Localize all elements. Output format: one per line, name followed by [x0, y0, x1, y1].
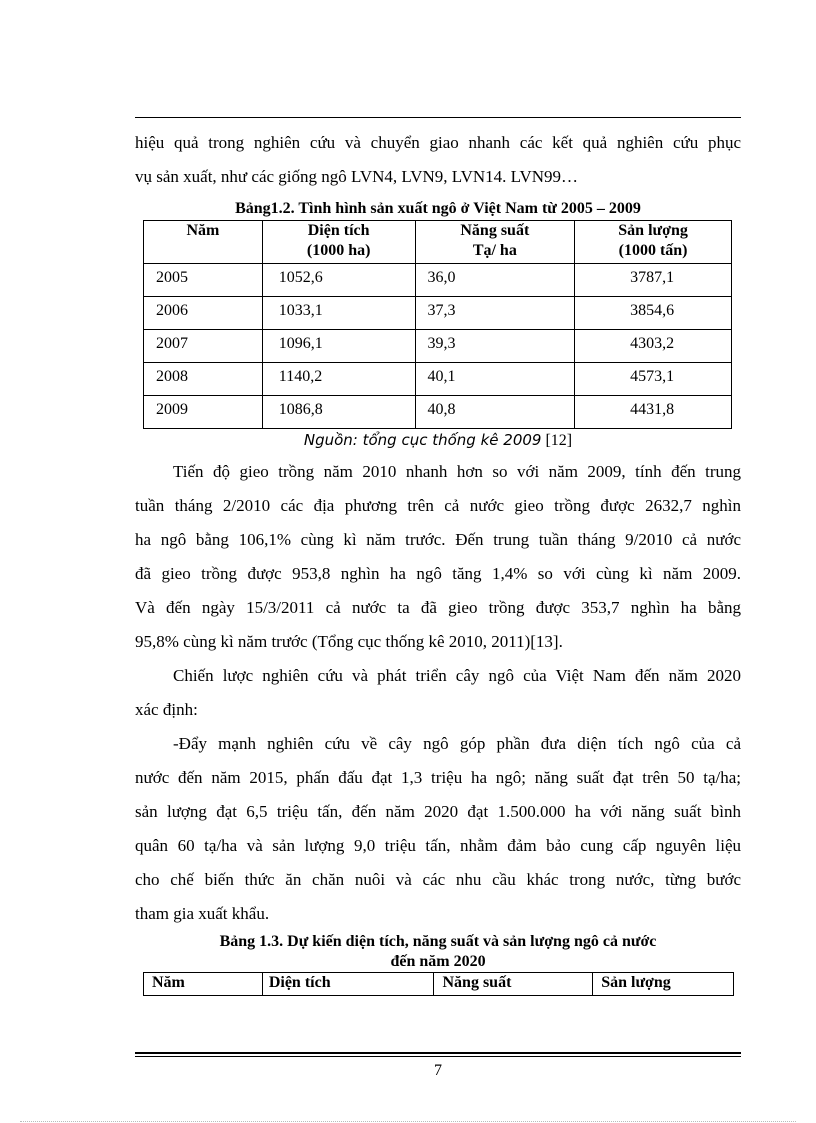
table-header-row — [144, 973, 734, 996]
source-ref: [12] — [541, 432, 573, 449]
table-cell: 2009 — [144, 396, 263, 429]
table-cell: 2007 — [144, 330, 263, 363]
table1-caption: Bảng1.2. Tình hình sản xuất ngô ở Việt Nam từ 2005 – 2009 — [235, 200, 641, 217]
table-cell: 2006 — [144, 297, 263, 330]
table-cell: 39,3 — [415, 330, 575, 363]
text-line: nước đến năm 2015, phấn đấu đạt 1,3 triệu ha ngô; năng suất đạt trên 50 tạ/ha; — [135, 768, 741, 787]
text-line: ha ngô bằng 106,1% cùng kì năm trước. Đến trung tuần tháng 9/2010 cả nước — [135, 530, 741, 549]
table-cell: 3854,6 — [575, 297, 732, 330]
header-rule — [135, 117, 741, 118]
table-cell: 1052,6 — [262, 264, 415, 297]
table-row — [144, 396, 732, 429]
table-cell: 2008 — [144, 363, 263, 396]
table-row — [144, 297, 732, 330]
table-header-cell: Năng suất — [434, 973, 593, 996]
table-header-cell: Năm — [144, 973, 263, 996]
text-line: tham gia xuất khẩu. — [135, 904, 270, 923]
paragraph-bullet — [135, 727, 741, 931]
table-cell: 1096,1 — [262, 330, 415, 363]
table-cell: 37,3 — [415, 297, 575, 330]
text-line: hiệu quả trong nghiên cứu và chuyển giao nhanh các kết quả nghiên cứu phục — [135, 133, 741, 152]
table2 — [143, 972, 734, 996]
footer-rule-thin — [135, 1056, 741, 1057]
table-header-cell: Diện tích — [262, 973, 434, 996]
table1-source — [135, 429, 741, 452]
source-italic: Nguồn: tổng cục thống kê 2009 — [303, 431, 542, 449]
table-row — [144, 363, 732, 396]
text-line: cho chế biến thức ăn chăn nuôi và các nhu cầu khác trong nước, từng bước — [135, 870, 741, 889]
text-line: sản lượng đạt 6,5 triệu tấn, đến năm 2020 đạt 1.500.000 ha với năng suất bình — [135, 802, 741, 821]
text-line: đã gieo trồng được 953,8 nghìn ha ngô tăng 1,4% so với cùng kì năm 2009. — [135, 564, 741, 583]
text-line: Và đến ngày 15/3/2011 cả nước ta đã gieo trồng được 353,7 nghìn ha bằng — [135, 598, 741, 617]
text-line: vụ sản xuất, như các giống ngô LVN4, LVN9, LVN14. LVN99… — [135, 167, 579, 186]
paragraph-top — [135, 126, 741, 194]
table-header-cell: Sản lượng — [593, 973, 734, 996]
table2-caption-line2: đến năm 2020 — [390, 953, 486, 970]
text-line: Chiến lược nghiên cứu và phát triển cây ngô của Việt Nam đến năm 2020 — [173, 666, 741, 685]
paragraph-strategy — [135, 659, 741, 727]
text-line: xác định: — [135, 700, 198, 719]
table-cell: 40,8 — [415, 396, 575, 429]
table-header-cell: Sản lượng (1000 tấn) — [575, 221, 732, 264]
table2-caption — [135, 932, 741, 972]
text-line: Tiến độ gieo trồng năm 2010 nhanh hơn so với năm 2009, tính đến trung — [173, 462, 741, 481]
table-header-cell: Năm — [144, 221, 263, 264]
text-line: tuần tháng 2/2010 các địa phương trên cả nước gieo trồng được 2632,7 nghìn — [135, 496, 741, 515]
table-header-cell: Năng suất Tạ/ ha — [415, 221, 575, 264]
table-header-cell: Diện tích (1000 ha) — [262, 221, 415, 264]
text-line: quân 60 tạ/ha và sản lượng 9,0 triệu tấn, nhằm đảm bảo cung cấp nguyên liệu — [135, 836, 741, 855]
page-number: 7 — [434, 1062, 442, 1079]
page-bottom-dotted-line — [20, 1121, 796, 1122]
table-cell: 36,0 — [415, 264, 575, 297]
table1 — [143, 220, 732, 429]
table-cell: 1086,8 — [262, 396, 415, 429]
paragraph-progress — [135, 455, 741, 659]
table-cell: 40,1 — [415, 363, 575, 396]
table-cell: 4303,2 — [575, 330, 732, 363]
table-cell: 1140,2 — [262, 363, 415, 396]
table-cell: 4431,8 — [575, 396, 732, 429]
table-cell: 3787,1 — [575, 264, 732, 297]
table-cell: 2005 — [144, 264, 263, 297]
text-line: -Đẩy mạnh nghiên cứu về cây ngô góp phần đưa diện tích ngô của cả — [173, 734, 741, 753]
text-line: 95,8% cùng kì năm trước (Tổng cục thống kê 2010, 2011)[13]. — [135, 632, 563, 651]
table-cell: 4573,1 — [575, 363, 732, 396]
table-row — [144, 264, 732, 297]
table2-caption-line1: Bảng 1.3. Dự kiến diện tích, năng suất và sản lượng ngô cả nước — [219, 933, 657, 950]
table-cell: 1033,1 — [262, 297, 415, 330]
table-header-row — [144, 221, 732, 264]
table-row — [144, 330, 732, 363]
footer-rule-thick — [135, 1052, 741, 1054]
